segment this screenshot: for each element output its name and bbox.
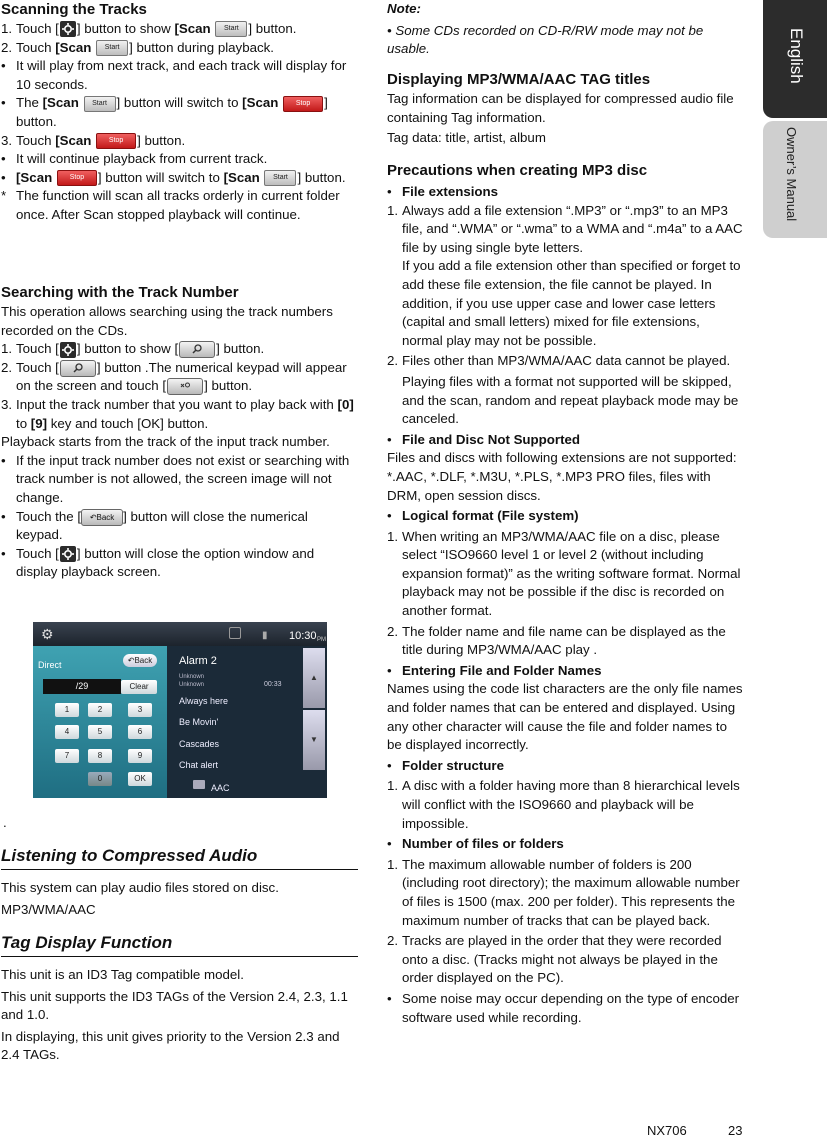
file-extensions-heading: • File extensions (387, 184, 499, 199)
key-6[interactable]: 6 (128, 725, 152, 739)
search-step-1: 1. Touch [ ] button to show [ ] button. (1, 341, 265, 357)
folder-icon (193, 780, 205, 789)
screen-topbar (33, 622, 327, 646)
compressed-title: Listening to Compressed Audio (1, 845, 358, 870)
track-item-3[interactable]: Cascades (179, 739, 220, 749)
ok-key[interactable]: OK (128, 772, 152, 786)
elapsed-time: 00:33 (264, 681, 282, 688)
search-bullet-2: • Touch the [ ↶Back ] button will close the numerical keypad. (1, 508, 308, 543)
fs-item-1: 1. A disc with a folder having more than 8 hierarchical levels will conflict with the ISO9660 and playback will be impossible. (387, 778, 740, 831)
disc-icon (229, 627, 241, 639)
scan-stop-button: Stop (283, 96, 323, 112)
tab-manual-label: Owner’s Manual (784, 127, 799, 222)
ext-item-1: 1. Always add a file extension “.MP3” or “.mp3” to an MP3 file, and “.WMA” or “.wma” to a WMA and “.m4a” to a AAC file by using single byte letters. (387, 202, 743, 255)
scan-steps (1, 20, 358, 225)
key-1[interactable]: 1 (55, 703, 79, 717)
scan-start-button: Start (84, 96, 116, 112)
scan-bullet-4: • [Scan Stop ] button will switch to [Scan Start ] button. (1, 169, 346, 185)
clock-ampm: PM (317, 637, 326, 643)
key-0[interactable]: 0 (88, 772, 112, 786)
back-button-icon: ↶Back (81, 509, 123, 526)
track-item-2[interactable]: Be Movin' (179, 717, 219, 727)
noise-bullet: • Some noise may occur depending on the type of encoder software used while recording. (387, 990, 740, 1025)
track-item-1[interactable]: Always here (179, 696, 229, 706)
key-4[interactable]: 4 (55, 725, 79, 739)
settings-icon (60, 546, 76, 562)
scan-stop-button: Stop (96, 133, 136, 149)
settings-icon (60, 342, 76, 358)
key-9[interactable]: 9 (128, 749, 152, 763)
scroll-down-button[interactable]: ▼ (303, 710, 325, 770)
tag-p2: This unit supports the ID3 TAGs of the Version 2.4, 2.3, 1.1 and 1.0. (1, 988, 348, 1023)
scan-start-button: Start (96, 40, 128, 56)
tag-titles-p1: Tag information can be displayed for compressed audio file containing Tag information. (387, 91, 734, 125)
compressed-p2: MP3/WMA/AAC (1, 901, 96, 917)
album-label: Unknown (179, 682, 205, 688)
device-screenshot (33, 622, 327, 798)
search-after: Playback starts from the track of the input track number. (1, 434, 330, 450)
gear-icon: ⚙ (41, 626, 54, 642)
scan-note: * The function will scan all tracks orderly in current folder once. After Scan stopped playback will continue. (1, 188, 340, 222)
now-playing-title: Alarm 2 (179, 655, 217, 667)
key-8[interactable]: 8 (88, 749, 112, 763)
track-number-entry[interactable]: /29 (43, 679, 121, 694)
keypad-search-icon (167, 378, 203, 395)
footer-model: NX706 (647, 1123, 687, 1138)
scan-step-3: 3. Touch [Scan Stop ] button. (1, 132, 186, 148)
logical-format-heading: • Logical format (File system) (387, 508, 579, 524)
note-title: Note: (387, 1, 421, 16)
search-bullet-1: • If the input track number does not exist or searching with track number is not allowed, the screen image will not change. (1, 452, 350, 505)
search-step-3: 3. Input the track number that you want to play back with [0] to [9] key and touch [OK] button. (1, 396, 354, 431)
ext-item-2b: Playing files with a format not supported will be skipped, and the scan, random and repeat playback mode may be canceled. (402, 373, 739, 427)
scroll-up-button[interactable]: ▲ (303, 648, 325, 708)
tab-english (763, 0, 827, 118)
tab-english-label: English (787, 28, 806, 84)
artist-label: Unknown (179, 674, 205, 680)
lf-item-2: 2. The folder name and file name can be displayed as the title during MP3/WMA/AAC play . (387, 623, 726, 658)
search-intro: This operation allows searching using the track numbers recorded on the CDs. (1, 304, 333, 338)
tag-p3: In displaying, this unit gives priority to the Version 2.3 and 2.4 TAGs. (1, 1028, 340, 1063)
key-3[interactable]: 3 (128, 703, 152, 717)
key-5[interactable]: 5 (88, 725, 112, 739)
tag-titles-title: Displaying MP3/WMA/AAC TAG titles (387, 71, 651, 88)
scan-bullet-3: • It will continue playback from current track. (1, 151, 268, 167)
scan-start-button: Start (264, 170, 296, 186)
lf-item-1: 1. When writing an MP3/WMA/AAC file on a disc, please select “ISO9660 level 1 or level 2 (without including expansion format)” as the writing software format. Normal playback may not be possible if the disc is recorded on another format. (387, 528, 741, 619)
tab-owners-manual (763, 121, 827, 238)
precautions-title: Precautions when creating MP3 disc (387, 162, 648, 179)
scan-stop-button: Stop (57, 170, 97, 186)
tag-p1: This unit is an ID3 Tag compatible model. (1, 967, 244, 982)
tag-titles-p2: Tag data: title, artist, album (387, 130, 546, 146)
entering-names-text: Names using the code list characters are the only file names and folder names that can be entered and displayed. Using any other character will cause the file and folder names to be displayed incorrectly. (387, 681, 743, 753)
ext-item-2: 2. Files other than MP3/WMA/AAC data cannot be played. (387, 353, 731, 369)
mode-label: Direct (38, 660, 62, 670)
page-number: 23 (728, 1123, 743, 1138)
search-icon (60, 360, 96, 377)
scan-title: Scanning the Tracks (1, 1, 147, 18)
stray-dot: . (3, 815, 7, 830)
scan-bullet-1: • It will play from next track, and each track will display for 10 seconds. (1, 58, 347, 92)
scan-step-1: 1. Touch [ ] button to show [Scan Start ] button. (1, 21, 297, 36)
not-supported-heading: • File and Disc Not Supported (387, 431, 581, 447)
scan-start-button: Start (215, 21, 247, 37)
settings-icon (60, 21, 76, 37)
signal-icon: ▮ (262, 630, 268, 641)
key-2[interactable]: 2 (88, 703, 112, 717)
clear-key[interactable]: Clear (121, 680, 157, 694)
search-icon (179, 341, 215, 358)
search-title: Searching with the Track Number (1, 284, 239, 301)
folder-name: AAC (211, 783, 230, 793)
number-files-heading: • Number of files or folders (387, 836, 564, 852)
ext-item-1b: If you add a file extension other than specified or forget to add these file extension, the file cannot be played. In addition, if you use upper case and lower case letters (capital and small letters) mixed for file extensions, normal play may not be possible. (402, 258, 741, 348)
nf-item-2: 2. Tracks are played in the order that they were recorded onto a disc. (Tracks might not always be played in the order displayed on the PC). (387, 933, 722, 986)
compressed-p1: This system can play audio files stored on disc. (1, 880, 279, 895)
note-text: • Some CDs recorded on CD-R/RW mode may not be usable. (387, 22, 704, 57)
keypad-back-button[interactable]: ↶Back (123, 654, 157, 667)
scan-bullet-2: • The [Scan Start ] button will switch to [Scan Stop ] button. (1, 95, 328, 129)
search-bullet-3: • Touch [ ] button will close the option window and display playback screen. (1, 545, 315, 580)
not-supported-text: Files and discs with following extensions are not supported: *.AAC, *.DLF, *.M3U, *.PLS, *.MP3 PRO files, files with DRM, open session discs. (387, 450, 737, 503)
scan-step-2: 2. Touch [Scan Start ] button during playback. (1, 39, 274, 55)
tag-title: Tag Display Function (1, 932, 358, 957)
entering-names-heading: • Entering File and Folder Names (387, 662, 602, 678)
search-step-2: 2. Touch [ ] button .The numerical keypad will appear on the screen and touch [ ] button. (1, 359, 347, 394)
nf-item-1: 1. The maximum allowable number of folders is 200 (including root directory); the maximum allowable number of files is 1500 (max. 200 per folder). This represents the maximum number of tracks that can be played back. (387, 856, 740, 928)
clock-time: 10:30 (289, 630, 317, 642)
key-7[interactable]: 7 (55, 749, 79, 763)
folder-structure-heading: • Folder structure (387, 757, 504, 773)
track-item-4[interactable]: Chat alert (179, 760, 219, 770)
